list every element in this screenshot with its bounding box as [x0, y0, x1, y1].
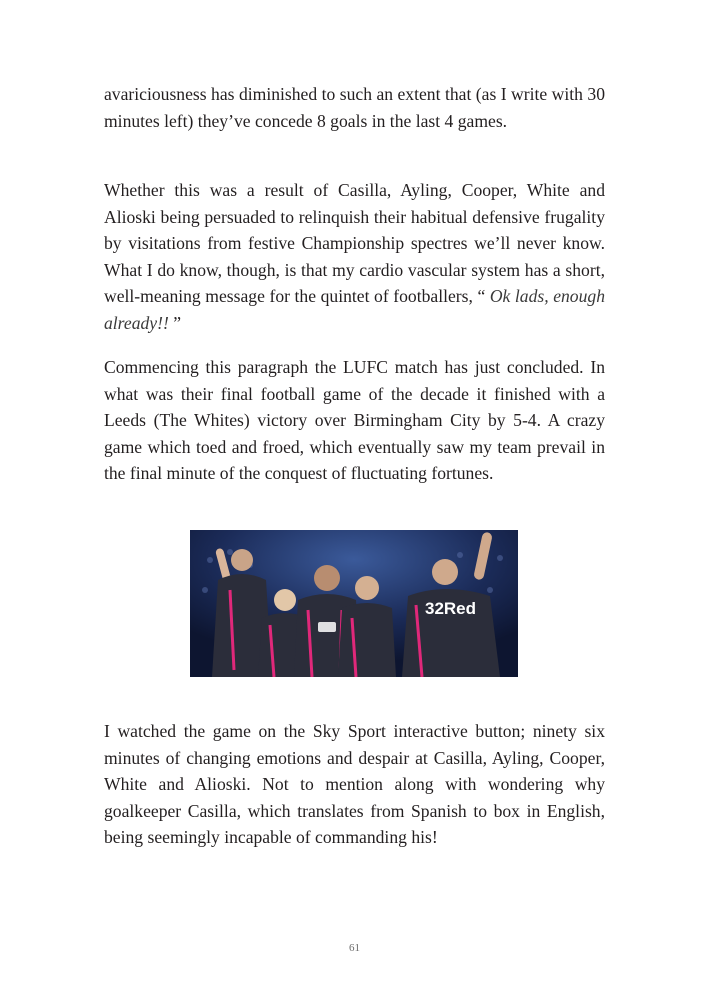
team-celebration-photo	[190, 530, 518, 677]
paragraph-4: I watched the game on the Sky Sport interactive button; ninety six minutes of changing emotions and despair at Casilla, Ayling, Cooper, White and Alioski. Not to mention along with wondering why goalkeeper Casilla, which translates from Spanish to box in English, being seemingly incapable of commanding his!	[104, 721, 605, 847]
paragraph-1: avariciousness has diminished to such an extent that (as I write with 30 minutes left) they’ve concede 8 goals in the last 4 games.	[104, 84, 605, 131]
team-celebration-illustration	[190, 530, 518, 677]
page-number: 61	[349, 942, 360, 954]
paragraph-2	[104, 177, 605, 336]
paragraph-2-quote-close: ”	[168, 312, 182, 333]
shirt-sponsor-text: 32Red	[425, 599, 477, 618]
paragraph-2-text: Whether this was a result of Casilla, Ayling, Cooper, White and Alioski being persuaded to relinquish their habitual defensive frugality by visitations from festive Championship spectres we’ll never know. What I do know, though, is that my cardio vascular system has a short, well-meaning message for the quintet of footballers, “	[104, 180, 605, 306]
paragraph-3: Commencing this paragraph the LUFC match has just concluded. In what was their final football game of the decade it finished with a Leeds (The Whites) victory over Birmingham City by 5-4. A crazy game which toed and froed, which eventually saw my team prevail in the final minute of the conquest of fluctuating fortunes.	[104, 357, 605, 483]
paragraph-2-quote: Ok lads, enough already!!	[104, 286, 605, 333]
